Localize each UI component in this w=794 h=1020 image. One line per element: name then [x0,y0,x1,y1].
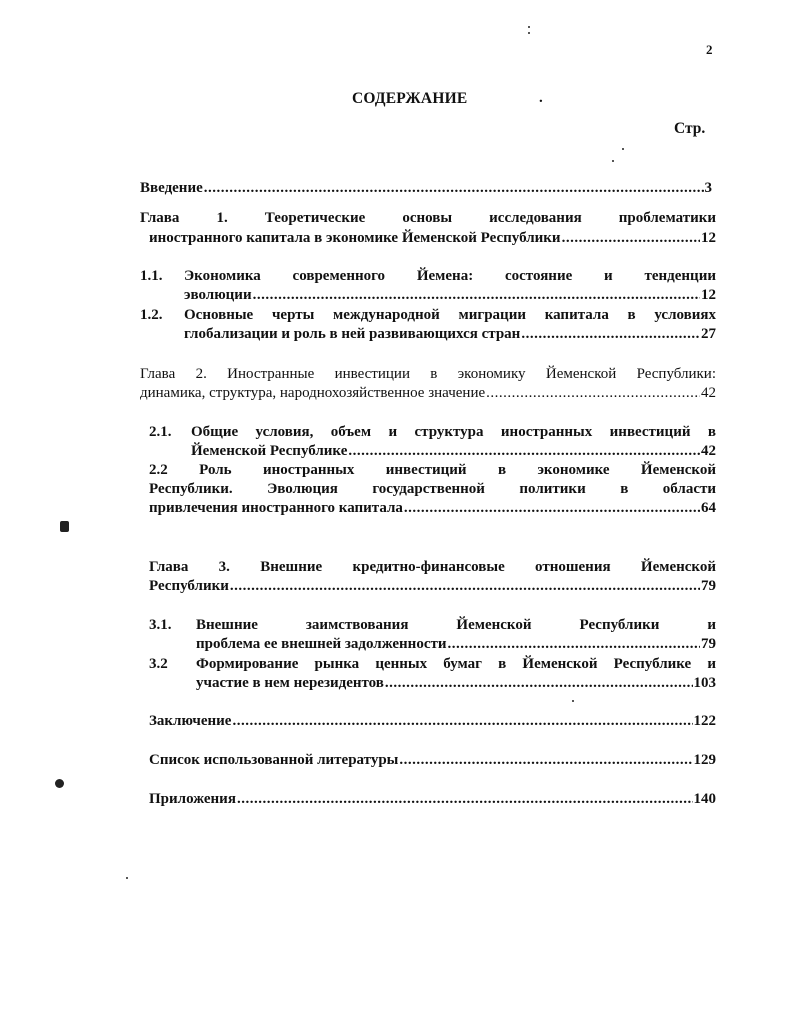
toc-label: Приложения [149,791,236,807]
toc-entry-conclusion[interactable] [149,711,716,731]
toc-page: 42 [701,443,716,459]
dot-leader [448,634,701,654]
scan-speck [528,32,530,34]
page-title: СОДЕРЖАНИЕ [352,90,468,107]
toc-section-1-1-line-1[interactable]: Экономика современного Йемена: состояние и тенденции [184,268,716,284]
dot-leader [230,576,700,596]
toc-entry-appendix[interactable] [149,789,716,809]
toc-chapter-3-line-2[interactable] [149,576,716,596]
toc-section-1-2-line-2[interactable] [184,324,716,344]
toc-section-3-1-line-2[interactable] [196,634,716,654]
dot-leader [253,285,700,305]
dot-leader [404,498,700,518]
toc-label: Республики [149,578,229,594]
dot-leader [562,228,700,248]
dot-leader [348,441,700,461]
toc-page: 12 [701,287,716,303]
toc-page: 12 [701,230,716,246]
section-number: 1.1. [140,268,163,284]
toc-section-3-1-line-1[interactable]: Внешние заимствования Йеменской Республики и [196,617,716,633]
toc-section-1-1-line-2[interactable] [184,285,716,305]
toc-page: 122 [693,713,716,729]
dot-leader [237,789,693,809]
toc-chapter-1-line-2[interactable] [149,228,716,248]
toc-label: Заключение [149,713,232,729]
toc-chapter-3-line-1[interactable]: Глава 3. Внешние кредитно-финансовые отношения Йеменской [149,559,716,575]
dot-leader [399,750,692,770]
toc-label: Введение [140,180,203,196]
toc-page: 79 [701,578,716,594]
scan-blot [55,779,64,788]
toc-label: динамика, структура, народнохозяйственное значение [140,385,486,401]
toc-chapter-2-line-1[interactable]: Глава 2. Иностранные инвестиции в экономику Йеменской Республики: [140,366,716,382]
scan-blot [60,521,69,532]
toc-label: эволюции [184,287,252,303]
toc-section-3-2-line-1[interactable]: Формирование рынка ценных бумаг в Йеменской Республике и [196,656,716,672]
section-number: 1.2. [140,307,163,323]
scan-speck [622,148,624,150]
scan-speck [572,700,574,702]
toc-section-1-2-line-1[interactable]: Основные черты международной миграции капитала в условиях [184,307,716,323]
toc-page: 129 [693,752,716,768]
title-stray-mark: . [539,90,543,106]
dot-leader [385,673,693,693]
toc-page: 79 [701,636,716,652]
toc-label: проблема ее внешней задолженности [196,636,447,652]
section-number: 3.2 [149,656,168,672]
toc-section-2-1-line-2[interactable] [191,441,716,461]
toc-chapter-1-line-1[interactable]: Глава 1. Теоретические основы исследования проблематики [140,210,716,226]
toc-label: участие в нем нерезидентов [196,675,384,691]
toc-label: Список использованной литературы [149,752,399,768]
toc-chapter-2-line-2[interactable] [140,383,716,403]
dot-leader [232,711,692,731]
page-column-label: Стр. [674,120,706,137]
toc-page: 140 [693,791,716,807]
scan-speck [612,160,614,162]
toc-section-2-1-line-1[interactable]: Общие условия, объем и структура иностранных инвестиций в [191,424,716,440]
section-number: 3.1. [149,617,172,633]
toc-label: привлечения иностранного капитала [149,500,403,516]
toc-section-2-2-line-2[interactable]: Республики. Эволюция государственной политики в области [149,481,716,497]
page-number: 2 [706,42,713,57]
toc-page: 27 [701,326,716,342]
toc-label: глобализации и роль в ней развивающихся стран [184,326,521,342]
toc-section-2-2-line-3[interactable] [149,498,716,518]
scan-speck [528,26,530,28]
toc-page: 64 [701,500,716,516]
toc-label: иностранного капитала в экономике Йеменской Республики [149,230,561,246]
scan-speck [126,877,128,879]
dot-leader [204,178,704,198]
toc-entry-intro[interactable] [140,178,712,198]
section-number: 2.1. [149,424,172,440]
dot-leader [486,383,700,403]
dot-leader [521,324,700,344]
toc-section-3-2-line-2[interactable] [196,673,716,693]
toc-page: 103 [693,675,716,691]
toc-section-2-2-line-1[interactable]: 2.2 Роль иностранных инвестиций в экономике Йеменской [149,462,716,478]
toc-page: 42 [701,385,716,401]
toc-label: Йеменской Республике [191,443,348,459]
toc-page: 3 [704,180,712,196]
toc-entry-references[interactable] [149,750,716,770]
